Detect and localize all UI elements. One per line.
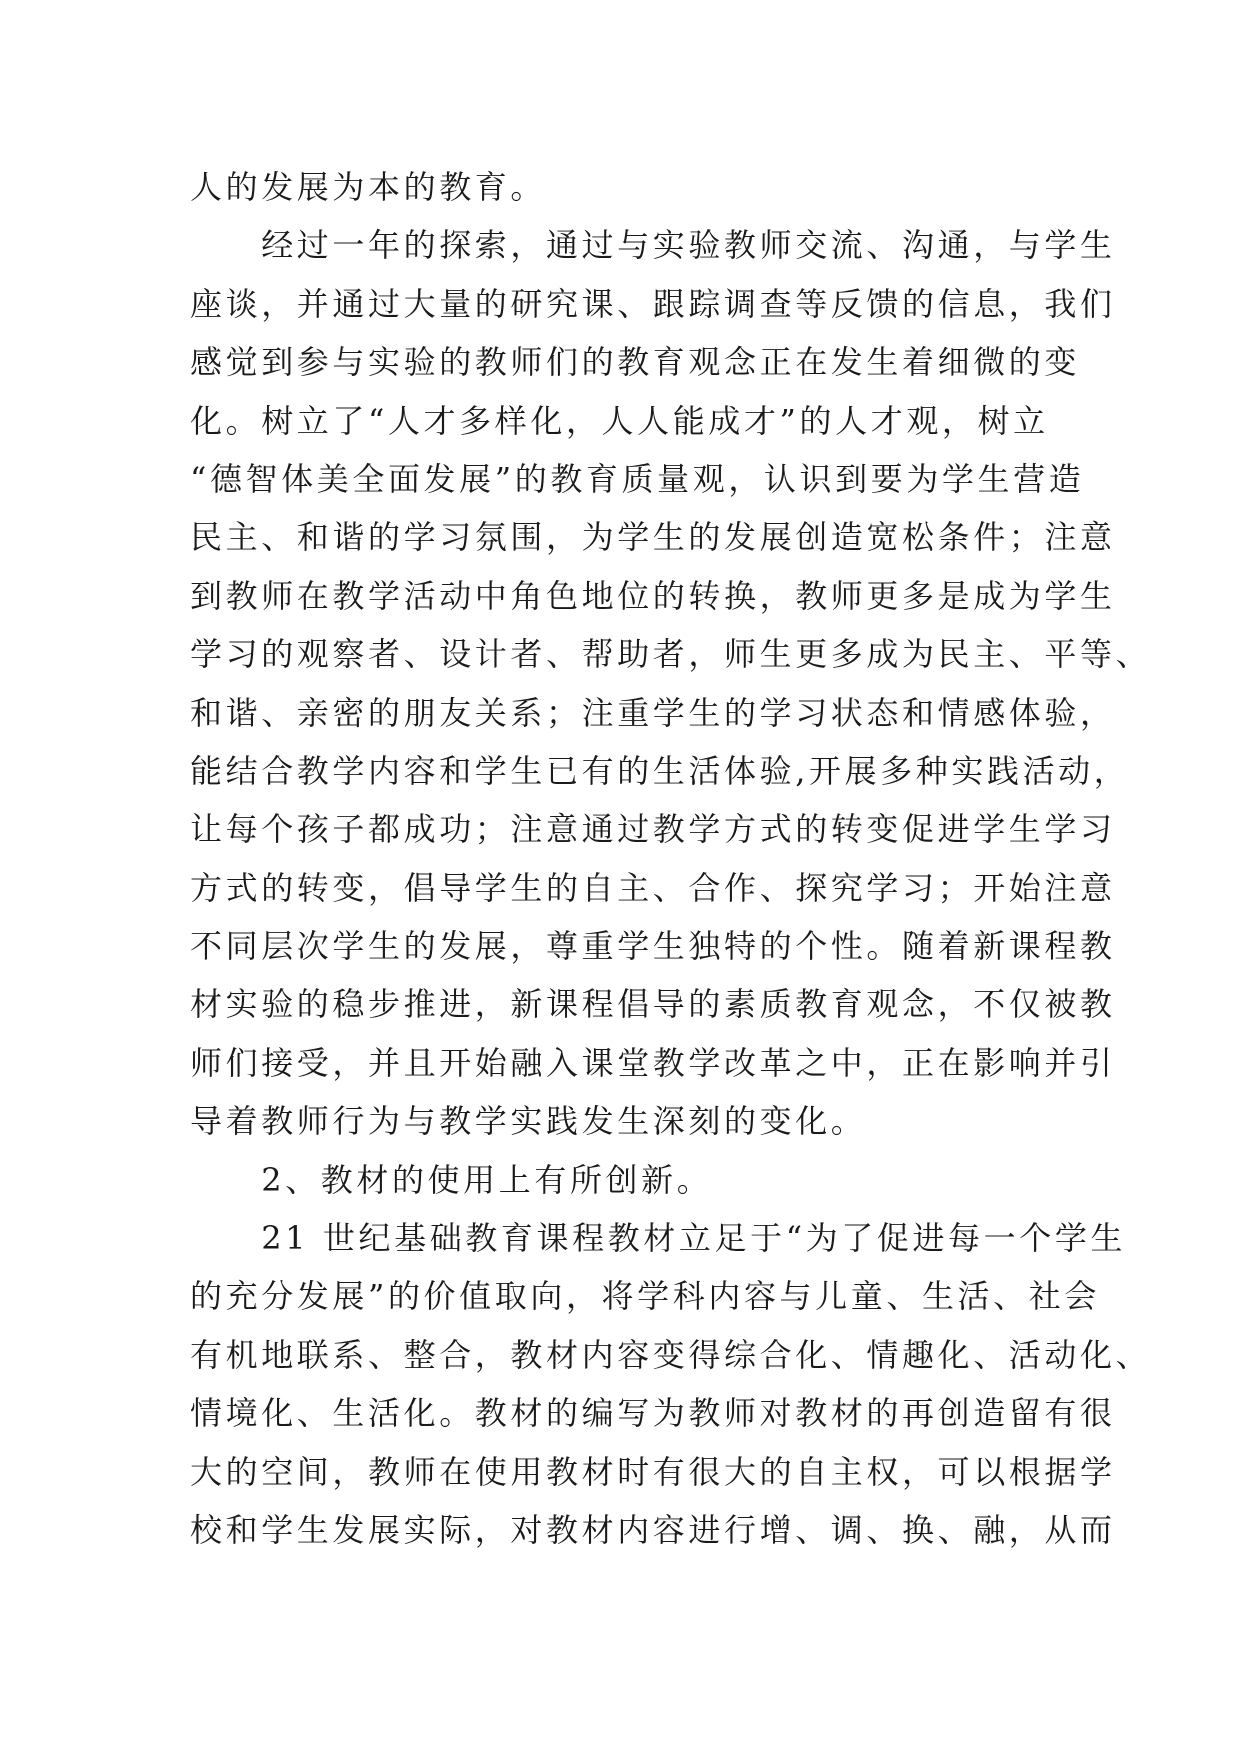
text-line: 经过一年的探索，通过与实验教师交流、沟通，与学生: [190, 226, 1116, 265]
text-line: 学习的观察者、设计者、帮助者，师生更多成为民主、平等、: [190, 635, 1152, 674]
text-line: 情境化、生活化。教材的编写为教师对教材的再创造留有很: [190, 1394, 1116, 1433]
text-line: 师们接受，并且开始融入课堂教学改革之中，正在影响并引: [190, 1043, 1116, 1082]
text-line: 不同层次学生的发展，尊重学生独特的个性。随着新课程教: [190, 927, 1116, 966]
text-line: 材实验的稳步推进，新课程倡导的素质教育观念，不仅被教: [190, 985, 1116, 1024]
text-line: 有机地联系、整合，教材内容变得综合化、情趣化、活动化、: [190, 1335, 1152, 1374]
text-line: 化。树立了“人才多样化，人人能成才”的人才观，树立: [190, 401, 1049, 440]
text-line: 人的发展为本的教育。: [190, 168, 547, 206]
text-line: 和谐、亲密的朋友关系；注重学生的学习状态和情感体验，: [190, 693, 1116, 732]
body-text: [190, 158, 1152, 1559]
text-line: 到教师在教学活动中角色地位的转换，教师更多是成为学生: [190, 576, 1116, 615]
text-line: 导着教师行为与教学实践发生深刻的变化。: [190, 1102, 867, 1141]
text-line: 座谈，并通过大量的研究课、跟踪调查等反馈的信息，我们: [190, 284, 1116, 323]
text-line: 21 世纪基础教育课程教材立足于“为了促进每一个学生: [190, 1219, 1127, 1258]
text-line: 让每个孩子都成功；注意通过教学方式的转变促进学生学习: [190, 810, 1116, 849]
text-line: 感觉到参与实验的教师们的教育观念正在发生着细微的变: [190, 343, 1081, 382]
text-line: 能结合教学内容和学生已有的生活体验,开展多种实践活动，: [190, 751, 1130, 790]
text-line: “德智体美全面发展”的教育质量观，认识到要为学生营造: [190, 459, 1085, 498]
section-heading: 2、教材的使用上有所创新。: [190, 1160, 713, 1199]
text-line: 民主、和谐的学习氛围，为学生的发展创造宽松条件；注意: [190, 518, 1116, 557]
text-line: 校和学生发展实际，对教材内容进行增、调、换、融，从而: [190, 1510, 1116, 1549]
text-line: 大的空间，教师在使用教材时有很大的自主权，可以根据学: [190, 1452, 1116, 1491]
text-line: 方式的转变，倡导学生的自主、合作、探究学习；开始注意: [190, 868, 1116, 907]
text-line: 的充分发展”的价值取向，将学科内容与儿童、生活、社会: [190, 1277, 1100, 1316]
